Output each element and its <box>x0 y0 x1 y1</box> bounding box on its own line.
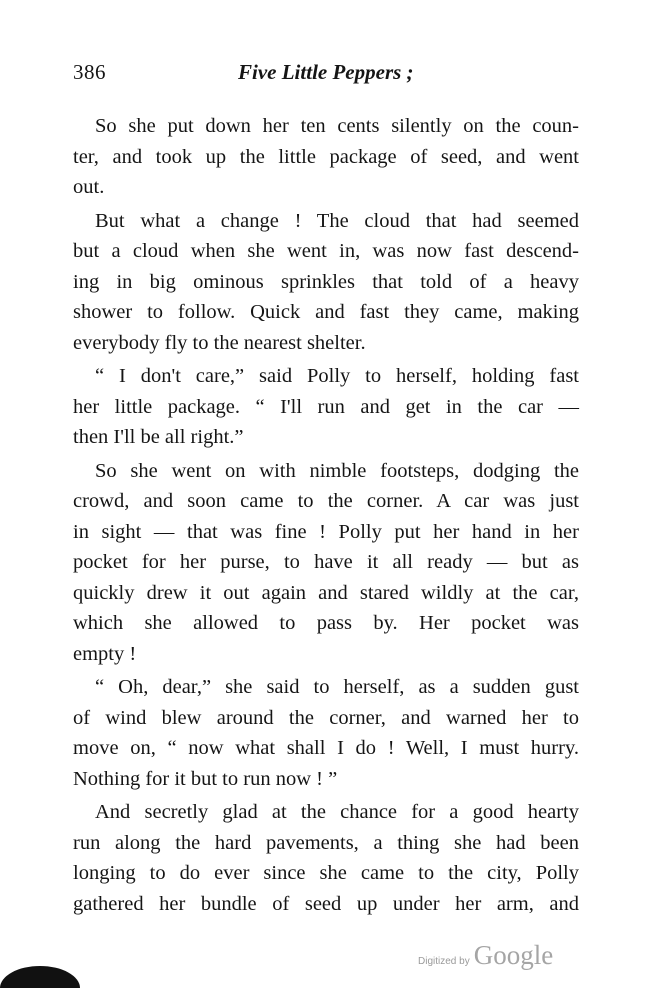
text-line: out. <box>73 176 105 198</box>
text-line: of wind blew around the corner, and warned her to <box>73 706 579 729</box>
text-line: gathered her bundle of seed up under her arm, and <box>73 892 579 915</box>
text-line: crowd, and soon came to the corner. A car was just <box>73 490 579 512</box>
scan-thumb-blot <box>0 966 80 988</box>
text-line: move on, “ now what shall I do ! Well, I must hurry. <box>73 737 579 759</box>
text-line: Nothing for it but to run now ! ” <box>73 767 338 790</box>
text-line: pocket for her purse, to have it all ready — but as <box>73 551 579 573</box>
text-line: in sight — that was fine ! Polly put her hand in her <box>73 520 579 543</box>
running-title: Five Little Peppers ; <box>238 60 414 84</box>
google-wordmark: Google <box>473 940 554 970</box>
text-line: quickly drew it out again and stared wildly at the car, <box>73 581 579 604</box>
text-line: empty ! <box>73 642 137 665</box>
body-text <box>73 111 579 919</box>
digitized-label: Digitized by <box>418 956 470 967</box>
text-line: but a cloud when she went in, was now fast descend- <box>73 240 579 262</box>
text-line: And secretly glad at the chance for a good hearty <box>95 801 579 823</box>
text-line: ing in big ominous sprinkles that told of a heavy <box>73 270 579 293</box>
text-line: But what a change ! The cloud that had seemed <box>95 209 579 232</box>
page-header <box>73 60 593 96</box>
text-line: ter, and took up the little package of seed, and went <box>73 145 579 168</box>
text-line: So she went on with nimble footsteps, dodging the <box>95 459 579 482</box>
text-line: run along the hard pavements, a thing she had been <box>73 831 579 854</box>
page-number: 386 <box>73 60 106 84</box>
digitized-by-google-watermark <box>418 940 553 971</box>
text-line: everybody fly to the nearest shelter. <box>73 331 366 354</box>
text-line: which she allowed to pass by. Her pocket was <box>73 612 579 634</box>
text-line: her little package. “ I'll run and get in the car — <box>73 395 579 418</box>
text-line: “ Oh, dear,” she said to herself, as a sudden gust <box>95 676 579 698</box>
text-line: “ I don't care,” said Polly to herself, holding fast <box>95 365 579 387</box>
text-line: longing to do ever since she came to the city, Polly <box>73 862 579 884</box>
text-line: shower to follow. Quick and fast they came, making <box>73 301 579 323</box>
text-line: So she put down her ten cents silently on the coun- <box>95 115 579 137</box>
text-line: then I'll be all right.” <box>73 426 244 448</box>
